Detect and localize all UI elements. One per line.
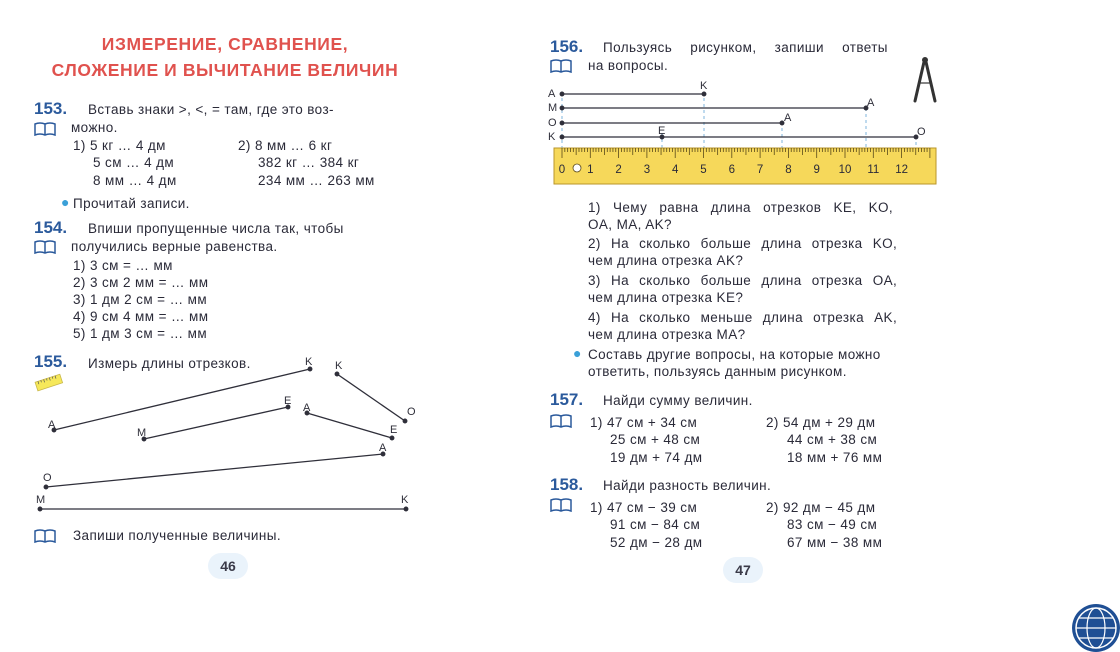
section-title-line1: ИЗМЕРЕНИЕ, СРАВНЕНИЕ, xyxy=(101,34,349,54)
segment-label-m1: M xyxy=(137,427,147,439)
ruler-number: 5 xyxy=(700,164,707,176)
ruler-label-o-left: O xyxy=(548,117,557,129)
segment-label-a3: A xyxy=(379,442,387,454)
exercise-156-text-line2: на вопросы. xyxy=(588,58,669,73)
exercise-158-col1-row3: 52 дм − 28 дм xyxy=(610,535,703,550)
exercise-154-item5: 5) 1 дм 3 см = … мм xyxy=(73,326,208,341)
ruler-number: 7 xyxy=(756,164,764,176)
segment-label-a1: A xyxy=(48,419,56,431)
ruler-number: 11 xyxy=(867,164,880,176)
exercise-155-footer: Запиши полученные величины. xyxy=(73,528,281,543)
exercise-157-text: Найди сумму величин. xyxy=(603,393,753,408)
segment-label-a2: A xyxy=(303,402,311,414)
exercise-153-col2-row3: 234 мм … 263 мм xyxy=(258,173,375,188)
segments-figure-155 xyxy=(0,350,440,520)
question-2-line2: чем длина отрезка AK? xyxy=(588,253,744,268)
ruler-number: 2 xyxy=(615,164,622,176)
exercise-156-text-line1: Пользуясь рисунком, запиши ответы xyxy=(603,40,888,55)
ruler-hole xyxy=(573,164,581,172)
question-1-line2: OA, MA, AK? xyxy=(588,217,672,232)
ruler-number: 8 xyxy=(785,164,792,176)
section-title-line2: СЛОЖЕНИЕ И ВЫЧИТАНИЕ ВЕЛИЧИН xyxy=(51,60,399,80)
exercise-153-number: 153. xyxy=(34,99,68,118)
exercise-158-col1-row2: 91 см − 84 см xyxy=(610,517,701,532)
exercise-156-bullet-line2: ответить, пользуясь данным рисунком. xyxy=(588,364,847,379)
exercise-154-number: 154. xyxy=(34,218,68,237)
segment-label-e2: E xyxy=(390,424,398,436)
ruler-label-a-m: A xyxy=(867,97,875,109)
exercise-153-col2-row2: 382 кг … 384 кг xyxy=(258,155,360,170)
segment-label-m2: M xyxy=(36,494,46,506)
exercise-154-item2: 2) 3 см 2 мм = … мм xyxy=(73,275,209,290)
ruler-number: 3 xyxy=(643,164,651,176)
ruler-label-m-left: M xyxy=(548,102,558,114)
segment-label-o2: O xyxy=(43,472,52,484)
book-icon xyxy=(550,414,572,428)
exercise-156-number: 156. xyxy=(550,37,584,56)
exercise-156-bullet-line1: Составь другие вопросы, на которые можно xyxy=(588,347,881,362)
exercise-158-col2-row2: 83 см − 49 см xyxy=(787,517,878,532)
ruler-number: 10 xyxy=(838,164,852,176)
ruler-figure-156 xyxy=(540,78,950,188)
exercise-157-col1-row3: 19 дм + 74 дм xyxy=(610,450,703,465)
exercise-154-item3: 3) 1 дм 2 см = … мм xyxy=(73,292,208,307)
exercise-157-col2-row1: 2) 54 дм + 29 дм xyxy=(766,415,876,430)
exercise-158-number: 158. xyxy=(550,475,584,494)
exercise-155-number: 155. xyxy=(34,352,68,371)
ruler-number: 9 xyxy=(813,164,820,176)
segment-label-o1: O xyxy=(407,406,416,418)
exercise-157-col1-row1: 1) 47 см + 34 см xyxy=(590,415,698,430)
segment-label-e1: E xyxy=(284,395,292,407)
page-number-left: 46 xyxy=(208,553,248,579)
exercise-153-text-line2: можно. xyxy=(71,120,118,135)
book-icon xyxy=(34,529,56,543)
question-4-line1: 4) На сколько меньше длина отрезка AK, xyxy=(588,310,898,325)
ruler-label-o-right: O xyxy=(917,126,926,138)
exercise-154-text-line1: Впиши пропущенные числа так, чтобы xyxy=(88,221,344,236)
ruler-number: 12 xyxy=(895,164,908,176)
exercise-157-col1-row2: 25 см + 48 см xyxy=(610,432,701,447)
exercise-158-col2-row1: 2) 92 дм − 45 дм xyxy=(766,500,876,515)
book-icon xyxy=(34,240,56,254)
book-icon xyxy=(550,59,572,73)
segment-label-k1: K xyxy=(305,356,313,368)
ruler-label-a-left: A xyxy=(548,88,556,100)
exercise-157-number: 157. xyxy=(550,390,584,409)
exercise-153-col1-row2: 5 см … 4 дм xyxy=(93,155,175,170)
exercise-157-col2-row2: 44 см + 38 см xyxy=(787,432,878,447)
exercise-155-text: Измерь длины отрезков. xyxy=(88,356,251,371)
ruler-number: 6 xyxy=(728,164,736,176)
book-icon xyxy=(550,498,572,512)
exercise-153-text-line1: Вставь знаки >, <, = там, где это воз- xyxy=(88,102,334,117)
ruler-label-k-top: K xyxy=(700,80,708,92)
segment-label-k2: K xyxy=(335,360,343,372)
ruler-number: 0 xyxy=(558,164,566,176)
exercise-157-col2-row3: 18 мм + 76 мм xyxy=(787,450,883,465)
question-3-line1: 3) На сколько больше длина отрезка OA, xyxy=(588,273,898,288)
exercise-158-col2-row3: 67 мм − 38 мм xyxy=(787,535,883,550)
book-icon xyxy=(34,122,56,136)
ruler-number: 4 xyxy=(671,164,679,176)
ruler-label-e: E xyxy=(658,125,666,137)
exercise-154-item4: 4) 9 см 4 мм = … мм xyxy=(73,309,209,324)
page-number-right: 47 xyxy=(723,557,763,583)
bullet-icon: ● xyxy=(61,194,70,210)
ruler-number: 1 xyxy=(587,164,594,176)
bullet-icon: ● xyxy=(573,345,582,361)
segment-label-k3: K xyxy=(401,494,409,506)
exercise-153-bullet-text: Прочитай записи. xyxy=(73,196,190,211)
exercise-154-item1: 1) 3 см = … мм xyxy=(73,258,173,273)
exercise-154-text-line2: получились верные равенства. xyxy=(71,239,278,254)
question-1-line1: 1) Чему равна длина отрезков KE, KO, xyxy=(588,200,894,215)
exercise-153-col2-row1: 2) 8 мм … 6 кг xyxy=(238,138,333,153)
question-2-line1: 2) На сколько больше длина отрезка KO, xyxy=(588,236,898,251)
question-4-line2: чем длина отрезка MA? xyxy=(588,327,746,342)
globe-nav-icon[interactable] xyxy=(1070,602,1120,652)
exercise-153-col1-row1: 1) 5 кг … 4 дм xyxy=(73,138,166,153)
ruler-label-k-left: K xyxy=(548,131,556,143)
ruler-label-a-o: A xyxy=(784,112,792,124)
question-3-line2: чем длина отрезка KE? xyxy=(588,290,744,305)
exercise-158-text: Найди разность величин. xyxy=(603,478,772,493)
exercise-158-col1-row1: 1) 47 см − 39 см xyxy=(590,500,698,515)
exercise-153-col1-row3: 8 мм … 4 дм xyxy=(93,173,177,188)
